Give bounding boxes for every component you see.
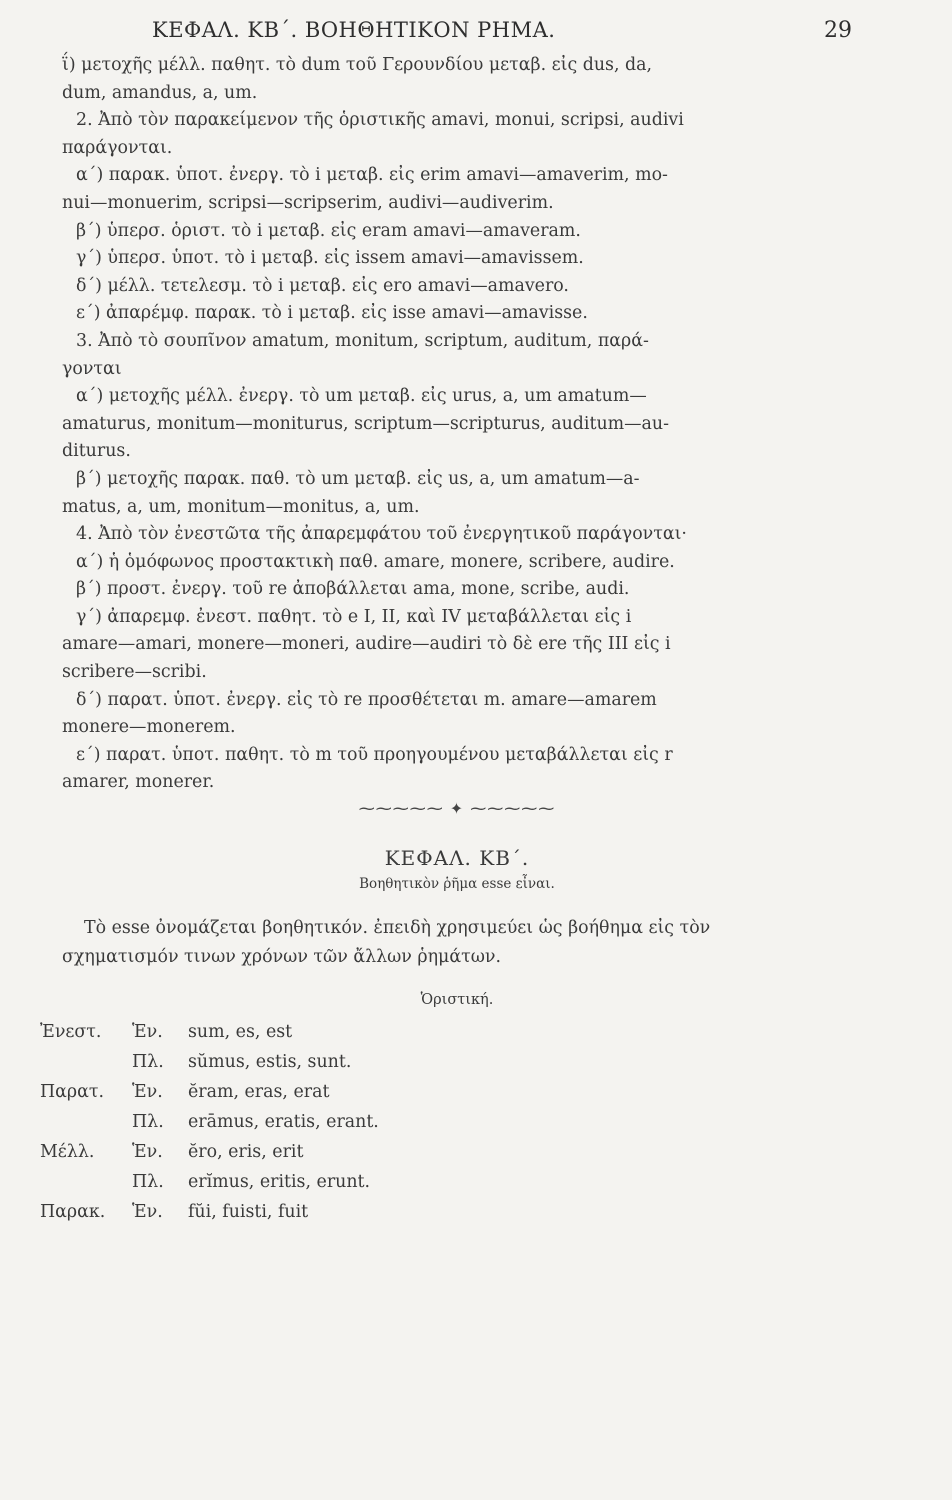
text-line: παράγονται. <box>62 137 173 158</box>
text-line: monere—monerem. <box>62 717 236 738</box>
book-page <box>40 18 852 1232</box>
number-label: Πλ. <box>132 1112 164 1133</box>
page-header <box>72 18 852 52</box>
verb-forms: sum, es, est <box>188 1022 293 1043</box>
number-label: Ἑν. <box>132 1082 163 1103</box>
conjugation-table <box>40 1022 588 1232</box>
verb-forms: ĕram, eras, erat <box>188 1082 330 1103</box>
body-text <box>62 52 852 797</box>
text-line: γονται <box>62 358 122 379</box>
text-line: scribere—scribi. <box>62 662 207 683</box>
text-line: 2. Ἀπὸ τὸν παρακείμενον τῆς ὁριστικῆς amavi, monui, scripsi, audivi <box>76 110 684 131</box>
text-line: α΄) παρακ. ὑποτ. ἐνεργ. τὸ i μεταβ. εἰς erim amavi—amaverim, mo- <box>76 165 668 186</box>
text-line: α΄) ἡ ὁμόφωνος προστακτικὴ παθ. amare, monere, scribere, audire. <box>76 551 675 572</box>
text-line: β΄) μετοχῆς παρακ. παθ. τὸ um μεταβ. εἰς us, a, um amatum—a- <box>76 468 640 489</box>
text-line: ε΄) ἀπαρέμφ. παρακ. τὸ i μεταβ. εἰς isse amavi—amavisse. <box>76 303 588 324</box>
text-line: diturus. <box>62 441 131 462</box>
number-label: Ἑν. <box>132 1022 163 1043</box>
tense-label: Παρακ. <box>40 1202 106 1223</box>
text-line: δ΄) μέλλ. τετελεσμ. τὸ i μεταβ. εἰς ero amavi—amavero. <box>76 275 569 296</box>
table-row <box>40 1082 588 1112</box>
text-line: amaturus, monitum—moniturus, scriptum—scripturus, auditum—au- <box>62 413 669 434</box>
mood-heading: Ὁριστική. <box>420 992 494 1009</box>
verb-forms: erāmus, eratis, erant. <box>188 1112 379 1133</box>
intro-line: Τὸ esse ὀνομάζεται βοηθητικόν. ἐπειδὴ χρησιμεύει ὡς βοήθημα εἰς τὸν <box>84 918 711 939</box>
page-number: 29 <box>824 18 852 43</box>
tense-label: Ἐνεστ. <box>40 1022 102 1043</box>
text-line: amare—amari, monere—moneri, audire—audiri τὸ δὲ ere τῆς III εἰς i <box>62 634 671 655</box>
ornamental-separator: ⁓⁓⁓⁓⁓ ✦ ⁓⁓⁓⁓⁓ <box>358 799 556 819</box>
text-line: β΄) ὑπερσ. ὁριστ. τὸ i μεταβ. εἰς eram amavi—amaveram. <box>76 220 581 241</box>
text-line: dum, amandus, a, um. <box>62 82 258 103</box>
text-line: δ΄) παρατ. ὑποτ. ἐνεργ. εἰς τὸ re προσθέτεται m. amare—amarem <box>76 689 657 710</box>
text-line: ΐ) μετοχῆς μέλλ. παθητ. τὸ dum τοῦ Γερουνδίου μεταβ. εἰς dus, da, <box>62 55 653 75</box>
running-head: ΚΕΦΑΛ. ΚΒ΄. ΒΟΗΘΗΤΙΚΟΝ ΡΗΜΑ. <box>152 18 556 42</box>
text-line: matus, a, um, monitum—monitus, a, um. <box>62 496 420 517</box>
text-line: β΄) προστ. ἐνεργ. τοῦ re ἀποβάλλεται ama, mone, scribe, audi. <box>76 579 630 600</box>
table-row <box>40 1022 588 1052</box>
intro-line: σχηματισμόν τινων χρόνων τῶν ἄλλων ῥημάτων. <box>62 947 501 968</box>
text-line: 3. Ἀπὸ τὸ σουπῖνον amatum, monitum, scriptum, auditum, παρά- <box>76 330 649 351</box>
chapter-subtitle: Βοηθητικὸν ῥῆμα esse εἶναι. <box>359 876 555 893</box>
number-label: Πλ. <box>132 1052 164 1073</box>
chapter-intro <box>62 914 852 972</box>
text-line: γ΄) ὑπερσ. ὑποτ. τὸ i μεταβ. εἰς issem amavi—amavissem. <box>76 248 584 269</box>
number-label: Ἑν. <box>132 1202 163 1223</box>
table-row <box>40 1112 588 1142</box>
text-line: α΄) μετοχῆς μέλλ. ἐνεργ. τὸ um μεταβ. εἰς urus, a, um amatum— <box>76 386 647 407</box>
verb-forms: ĕro, eris, erit <box>188 1142 304 1163</box>
number-label: Πλ. <box>132 1172 164 1193</box>
tense-label: Παρατ. <box>40 1082 105 1103</box>
tense-label <box>40 1112 132 1142</box>
text-line: amarer, monerer. <box>62 772 215 793</box>
text-line: nui—monuerim, scripsi—scripserim, audivi—audiverim. <box>62 192 554 213</box>
tense-label <box>40 1172 132 1202</box>
table-row <box>40 1052 588 1082</box>
text-line: γ΄) ἀπαρεμφ. ἐνεστ. παθητ. τὸ e I, II, καὶ IV μεταβάλλεται εἰς i <box>76 606 632 627</box>
tense-label <box>40 1052 132 1082</box>
chapter-title: ΚΕΦΑΛ. ΚΒ΄. <box>384 846 530 871</box>
number-label: Ἑν. <box>132 1142 163 1163</box>
table-row <box>40 1202 588 1232</box>
verb-forms: fŭi, fuisti, fuit <box>188 1202 309 1223</box>
verb-forms: sŭmus, estis, sunt. <box>188 1052 352 1073</box>
text-line: 4. Ἀπὸ τὸν ἐνεστῶτα τῆς ἀπαρεμφάτου τοῦ ἐνεργητικοῦ παράγονται· <box>76 524 687 545</box>
table-row <box>40 1142 588 1172</box>
verb-forms: erĭmus, eritis, erunt. <box>188 1172 371 1193</box>
text-line: ε΄) παρατ. ὑποτ. παθητ. τὸ m τοῦ προηγουμένου μεταβάλλεται εἰς r <box>76 744 673 765</box>
table-row <box>40 1172 588 1202</box>
tense-label: Μέλλ. <box>40 1142 95 1163</box>
